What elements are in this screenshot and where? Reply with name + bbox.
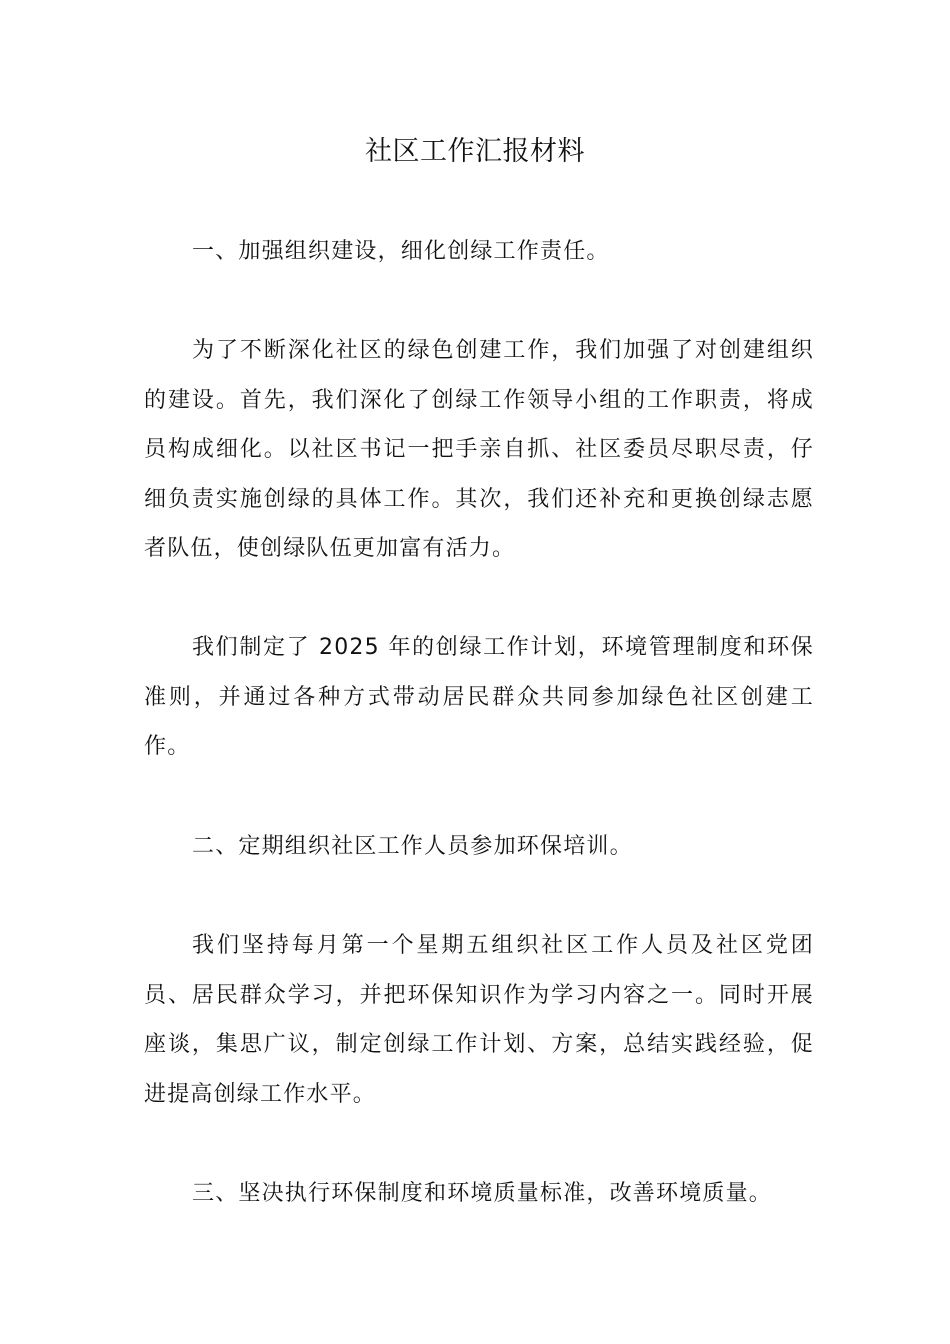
body-paragraph-2: 我们制定了 2025 年的创绿工作计划，环境管理制度和环保准则，并通过各种方式带动居民群众共同参加绿色社区创建工作。 bbox=[144, 635, 814, 759]
body-paragraph-3: 我们坚持每月第一个星期五组织社区工作人员及社区党团员、居民群众学习，并把环保知识作为学习内容之一。同时开展座谈，集思广议，制定创绿工作计划、方案，总结实践经验，促进提高创绿工作水平。 bbox=[144, 933, 814, 1107]
section-heading-3: 三、坚决执行环保制度和环境质量标准，改善环境质量。 bbox=[192, 1181, 773, 1206]
section-heading-2: 二、定期组织社区工作人员参加环保培训。 bbox=[192, 834, 633, 859]
section-heading-1: 一、加强组织建设，细化创绿工作责任。 bbox=[192, 239, 610, 264]
document-title: 社区工作汇报材料 bbox=[365, 136, 585, 167]
body-paragraph-1: 为了不断深化社区的绿色创建工作，我们加强了对创建组织的建设。首先，我们深化了创绿工作领导小组的工作职责，将成员构成细化。以社区书记一把手亲自抓、社区委员尽职尽责，仔细负责实施创绿的具体工作。其次，我们还补充和更换创绿志愿者队伍，使创绿队伍更加富有活力。 bbox=[144, 338, 814, 561]
